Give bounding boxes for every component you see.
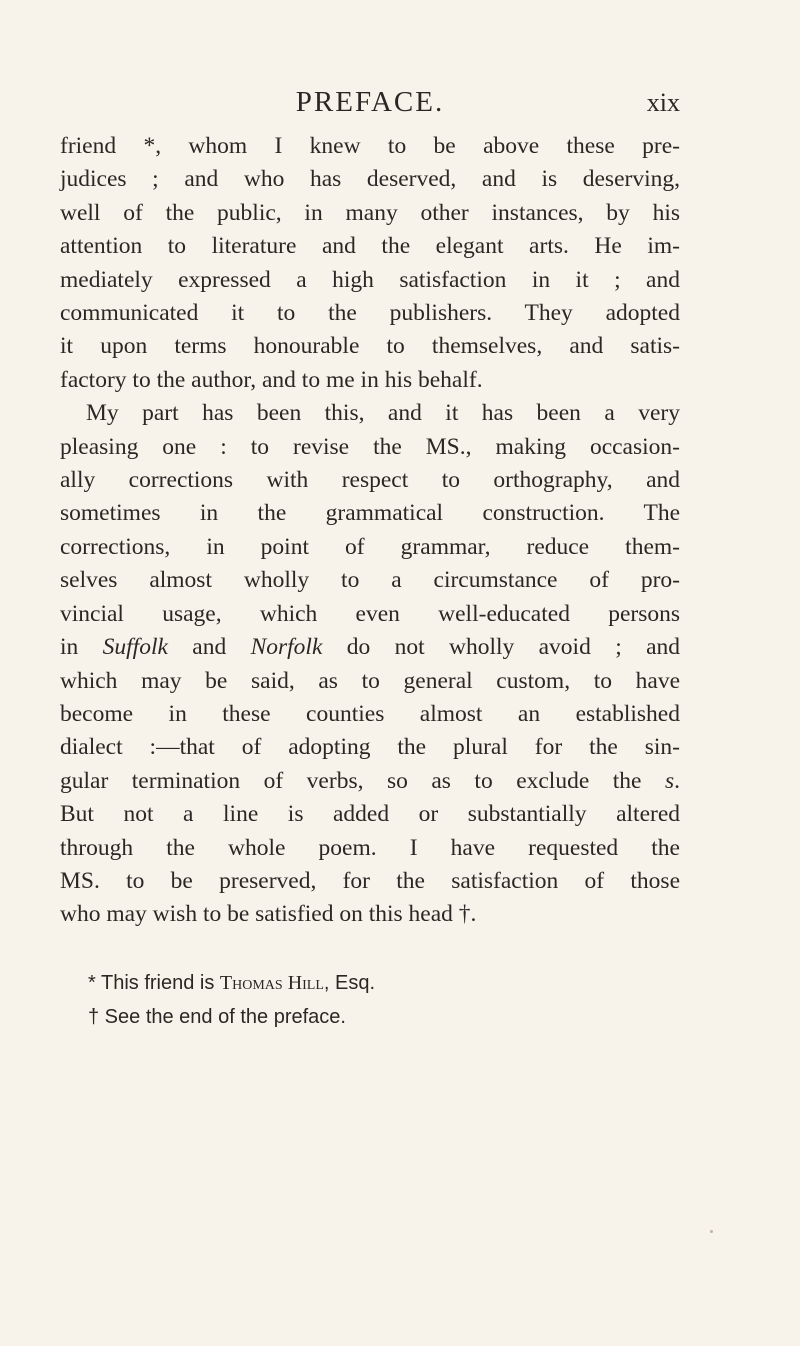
text-line: mediately expressed a high satisfaction in it ; and: [60, 266, 680, 293]
text-line: through the whole poem. I have requested the: [60, 834, 680, 861]
text-line: who may wish to be satisfied on this head †.: [60, 901, 477, 928]
text-line: sometimes in the grammatical construction. The: [60, 500, 680, 527]
text-line: in Suffolk and Norfolk do not wholly avoid ; and: [60, 634, 681, 661]
text-line: communicated it to the publishers. They adopted: [60, 300, 680, 327]
text-line: factory to the author, and to me in his behalf.: [60, 366, 483, 393]
text-line: become in these counties almost an established: [60, 700, 680, 727]
text-line: attention to literature and the elegant arts. He im-: [60, 233, 680, 260]
text-line: selves almost wholly to a circumstance of pro-: [60, 567, 680, 594]
footnote: † See the end of the preface.: [88, 1006, 346, 1028]
text-line: MS. to be preserved, for the satisfaction of those: [60, 867, 680, 894]
text-line: friend *, whom I knew to be above these pre-: [60, 133, 680, 159]
text-line: judices ; and who has deserved, and is deserving,: [60, 166, 680, 193]
text-line: well of the public, in many other instances, by his: [60, 199, 680, 226]
body-text: [60, 130, 680, 932]
text-line: pleasing one : to revise the MS., making occasion-: [60, 433, 680, 460]
text-line: corrections, in point of grammar, reduce them-: [60, 533, 680, 560]
page-number: xix: [646, 88, 680, 117]
page-title: PREFACE.: [295, 86, 445, 118]
text-line: which may be said, as to general custom, to have: [60, 667, 680, 694]
running-head: [60, 86, 680, 122]
text-line: it upon terms honourable to themselves, and satis-: [60, 333, 680, 360]
paper-speck: [710, 1230, 713, 1233]
text-line: ally corrections with respect to orthography, and: [60, 467, 680, 494]
text-line: But not a line is added or substantially altered: [60, 801, 680, 828]
footnotes: [60, 966, 680, 1034]
text-line: My part has been this, and it has been a very: [86, 400, 680, 427]
footnote: * This friend is Thomas Hill, Esq.: [88, 972, 376, 994]
text-line: vincial usage, which even well-educated persons: [60, 600, 680, 627]
text-line: dialect :—that of adopting the plural for the sin-: [60, 734, 680, 761]
text-line: gular termination of verbs, so as to exclude the s.: [60, 767, 680, 794]
